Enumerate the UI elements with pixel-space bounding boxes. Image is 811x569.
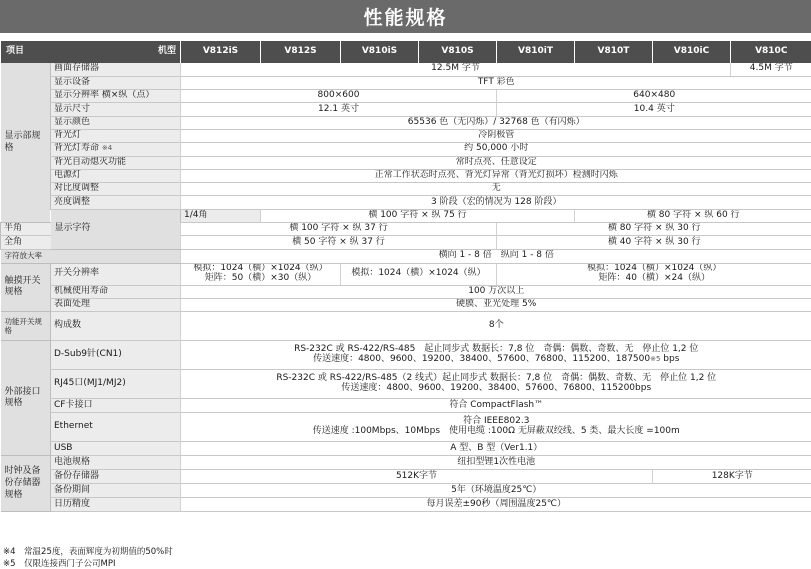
table-row [1, 263, 811, 285]
cell-value: A 型、B 型（Ver1.1） [181, 442, 811, 456]
row-label: 显示颜色 [51, 116, 181, 129]
table-row [1, 399, 811, 413]
table-row [1, 312, 811, 341]
row-label: 机械使用寿命 [51, 285, 181, 298]
row-label: USB [51, 442, 181, 456]
cell-value: 8个 [181, 312, 811, 341]
row-label: 电源灯 [51, 169, 181, 182]
table-row [1, 209, 811, 222]
row-label: D-Sub9针(CN1) [51, 341, 181, 370]
table-row [1, 116, 811, 129]
cell-value: 横 40 字符 × 纵 30 行 [497, 236, 811, 249]
category-display: 显示部规格 [1, 63, 51, 223]
cell-value: RS-232C 或 RS-422/RS-485（2 线式）起止同步式 数据长：7,8 位 奇偶：偶数、奇数、无 停止位 1,2 位 传送速度：4800、9600、19200、38400、57600、76800、115200bps [181, 370, 811, 399]
cell-value: 硬膜、亚光处理 5% [181, 298, 811, 311]
cell-value: 3 阶段（宏的情况为 128 阶段） [181, 196, 811, 209]
cell-value: RS-232C 或 RS-422/RS-485 起止同步式 数据长：7,8 位 奇偶：偶数、奇数、无 停止位 1,2 位 传送速度：4800、9600、19200、38400、57600、76800、115200、187500※5 bps [181, 341, 811, 370]
table-row [1, 129, 811, 142]
row-label: Ethernet [51, 413, 181, 442]
header-item-model: 项目 机型 [1, 41, 181, 63]
cell-value: 横向 1 - 8 倍 纵向 1 - 8 倍 [181, 249, 811, 263]
cell-value: 128K字节 [653, 470, 811, 484]
row-label: 显示设备 [51, 76, 181, 89]
cell-value: 模拟：1024（横）×1024（纵） 矩阵：40（横）×24（纵） [497, 263, 811, 285]
row-label: 备份存储器 [51, 470, 181, 484]
row-label: 背光自动熄灭功能 [51, 156, 181, 169]
category-zoom: 字符放大率 [1, 249, 181, 263]
footnote-mark: ※4 [101, 144, 113, 153]
row-label: 画面存储器 [51, 63, 181, 76]
cell-value: 每月误差±90秒（周围温度25℃） [181, 498, 811, 512]
category-func: 功能开关规格 [1, 312, 51, 341]
cell-value: 4.5M 字节 [731, 63, 811, 76]
table-row [1, 484, 811, 498]
row-label: RJ45口(MJ1/MJ2) [51, 370, 181, 399]
model-header: V810T [575, 41, 653, 63]
cell-value: 12.5M 字节 [181, 63, 731, 76]
row-label: CF卡接口 [51, 399, 181, 413]
category-clock: 时钟及备份存储器规格 [1, 456, 51, 512]
row-label: 对比度调整 [51, 183, 181, 196]
table-row [1, 341, 811, 370]
cell-value: 800×600 [181, 90, 497, 103]
cell-value: 65536 色（无闪烁）/ 32768 色（有闪烁） [181, 116, 811, 129]
table-row [1, 498, 811, 512]
table-row [1, 196, 811, 209]
table-row [1, 76, 811, 89]
row-label: 背光灯寿命 ※4 [51, 143, 181, 156]
category-chars: 显示字符 [51, 209, 181, 249]
cell-value: 常时点亮、任意设定 [181, 156, 811, 169]
row-label: 显示分辨率 横×纵（点） [51, 90, 181, 103]
table-row [1, 103, 811, 116]
row-label: 开关分辨率 [51, 263, 181, 285]
model-header: V810C [731, 41, 811, 63]
cell-value: 无 [181, 183, 811, 196]
cell-value: 横 80 字符 × 纵 30 行 [497, 223, 811, 236]
row-label: 电池规格 [51, 456, 181, 470]
table-row [1, 169, 811, 182]
model-header: V810iT [497, 41, 575, 63]
cell-value: 横 50 字符 × 纵 37 行 [181, 236, 497, 249]
cell-value: 12.1 英寸 [181, 103, 497, 116]
row-label: 1/4角 [181, 209, 261, 222]
cell-value: 10.4 英寸 [497, 103, 811, 116]
footnote: ※4 常温25度，表面辉度为初期值的50%时 [3, 547, 173, 557]
model-header: V810iS [341, 41, 419, 63]
category-touch: 触摸开关规格 [1, 263, 51, 312]
row-label: 半角 [1, 223, 51, 236]
table-row [1, 63, 811, 76]
cell-value: 5年（环境温度25℃） [181, 484, 811, 498]
cell-value: 模拟：1024（横）×1024（纵） 矩阵：50（横）×30（纵） [181, 263, 341, 285]
model-header: V812S [261, 41, 341, 63]
table-row [1, 285, 811, 298]
model-header: V810iC [653, 41, 731, 63]
row-label: 背光灯 [51, 129, 181, 142]
table-row [1, 156, 811, 169]
row-label: 表面处理 [51, 298, 181, 311]
table-row [1, 413, 811, 442]
cell-value: 100 万次以上 [181, 285, 811, 298]
row-label: 全角 [1, 236, 51, 249]
row-label: 构成数 [51, 312, 181, 341]
cell-value: 横 100 字符 × 纵 37 行 [181, 223, 497, 236]
cell-value: 横 100 字符 × 纵 75 行 [261, 209, 575, 222]
cell-value: TFT 彩色 [181, 76, 811, 89]
model-header: V810S [419, 41, 497, 63]
cell-value: 冷阴极管 [181, 129, 811, 142]
table-row [1, 143, 811, 156]
cell-value: 横 80 字符 × 纵 60 行 [575, 209, 811, 222]
category-ext: 外部接口规格 [1, 341, 51, 456]
row-label: 日历精度 [51, 498, 181, 512]
cell-value: 符合 CompactFlash™ [181, 399, 811, 413]
table-row [1, 470, 811, 484]
table-row [1, 90, 811, 103]
footnote: ※5 仅限连接西门子公司MPI [3, 559, 116, 569]
table-row [1, 249, 811, 263]
cell-value: 512K字节 [181, 470, 653, 484]
cell-value: 模拟：1024（横）×1024（纵） [341, 263, 497, 285]
table-row [1, 456, 811, 470]
cell-value: 符合 IEEE802.3 传送速度 :100Mbps、10Mbps 使用电缆 :100Ω 无屏蔽双绞线、5 类、最大长度 =100m [181, 413, 811, 442]
model-header: V812iS [181, 41, 261, 63]
table-row [1, 183, 811, 196]
cell-value: 纽扣型锂1次性电池 [181, 456, 811, 470]
table-row [1, 298, 811, 311]
row-label: 备份期间 [51, 484, 181, 498]
row-label: 显示尺寸 [51, 103, 181, 116]
table-header-row [1, 41, 811, 63]
cell-value: 正常工作状态时点亮、背光灯异常（背光灯损坏）检测时闪烁 [181, 169, 811, 182]
table-row [1, 370, 811, 399]
table-row [1, 442, 811, 456]
spec-table [0, 41, 811, 512]
row-label: 亮度调整 [51, 196, 181, 209]
cell-value: 640×480 [497, 90, 811, 103]
cell-value: 约 50,000 小时 [181, 143, 811, 156]
page-title: 性能规格 [0, 0, 811, 33]
